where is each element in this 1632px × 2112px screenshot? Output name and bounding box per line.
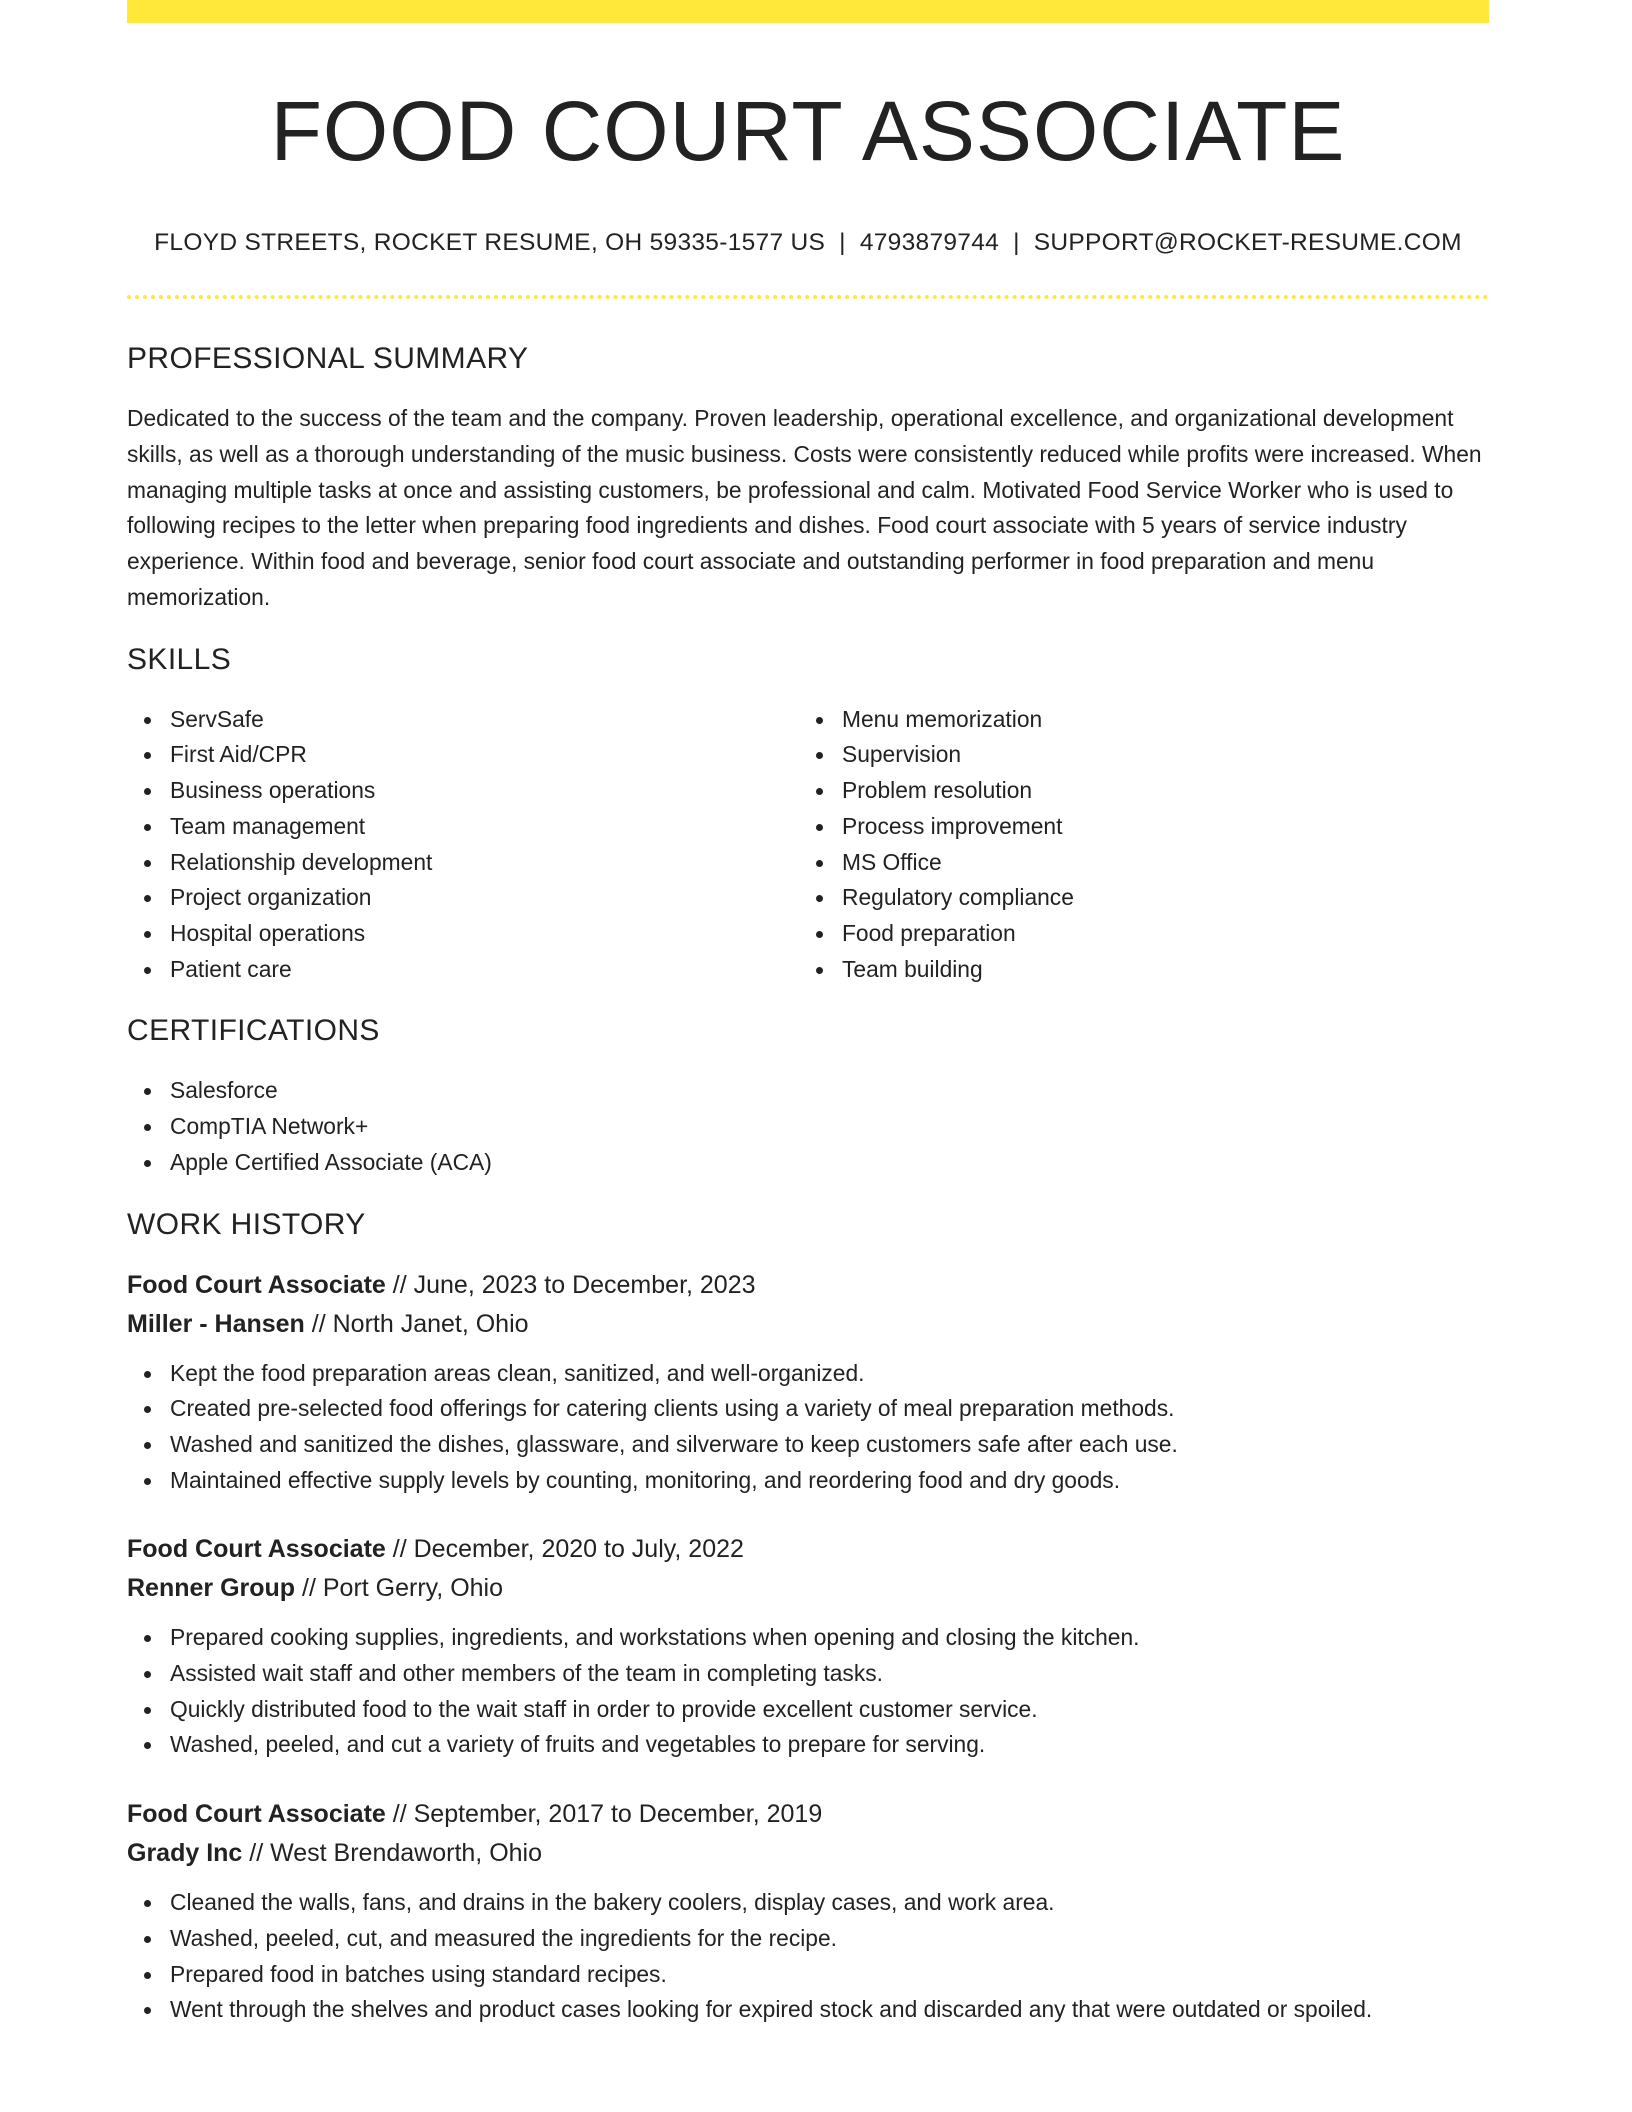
skills-column-right bbox=[799, 702, 1471, 988]
job-duties bbox=[127, 1620, 1489, 1763]
certification-item: CompTIA Network+ bbox=[127, 1109, 1489, 1145]
skill-item: Supervision bbox=[799, 737, 1471, 773]
job-duty-item: Assisted wait staff and other members of the team in completing tasks. bbox=[127, 1656, 1489, 1692]
skill-item: Food preparation bbox=[799, 916, 1471, 952]
contact-separator: | bbox=[839, 229, 846, 256]
certification-item: Apple Certified Associate (ACA) bbox=[127, 1145, 1489, 1181]
summary-heading: PROFESSIONAL SUMMARY bbox=[127, 342, 529, 375]
job-company-line bbox=[127, 1833, 1489, 1873]
job-entry bbox=[127, 1795, 1489, 2028]
job-dates: // September, 2017 to December, 2019 bbox=[385, 1800, 823, 1829]
job-title-line bbox=[127, 1530, 1489, 1568]
skill-item: Team building bbox=[799, 952, 1471, 988]
job-duty-item: Washed and sanitized the dishes, glassware, and silverware to keep customers safe after each use. bbox=[127, 1427, 1489, 1463]
skill-item: Relationship development bbox=[127, 845, 799, 881]
job-duties bbox=[127, 1885, 1489, 2028]
job-company: Renner Group bbox=[127, 1574, 296, 1603]
job-duty-item: Went through the shelves and product cases looking for expired stock and discarded any that were outdated or spoiled. bbox=[127, 1992, 1489, 2028]
job-duty-item: Kept the food preparation areas clean, sanitized, and well-organized. bbox=[127, 1356, 1489, 1392]
skill-item: Patient care bbox=[127, 952, 799, 988]
job-duty-item: Cleaned the walls, fans, and drains in the bakery coolers, display cases, and work area. bbox=[127, 1885, 1489, 1921]
contact-email: SUPPORT@ROCKET-RESUME.COM bbox=[1033, 229, 1462, 256]
job-dates: // December, 2020 to July, 2022 bbox=[385, 1535, 744, 1564]
job-duty-item: Prepared food in batches using standard recipes. bbox=[127, 1957, 1489, 1993]
skills-heading: SKILLS bbox=[127, 642, 232, 676]
skill-item: Problem resolution bbox=[799, 773, 1471, 809]
skills-list bbox=[127, 702, 1489, 988]
skill-item: Regulatory compliance bbox=[799, 880, 1471, 916]
job-role: Food Court Associate bbox=[127, 1270, 386, 1299]
job-location: // West Brendaworth, Ohio bbox=[242, 1839, 542, 1868]
resume-page bbox=[127, 0, 1489, 2028]
skill-item: Hospital operations bbox=[127, 916, 799, 952]
job-dates: // June, 2023 to December, 2023 bbox=[385, 1270, 756, 1299]
job-company-line bbox=[127, 1568, 1489, 1608]
contact-address: FLOYD STREETS, ROCKET RESUME, OH 59335-1577 US bbox=[154, 229, 826, 256]
job-role: Food Court Associate bbox=[127, 1800, 386, 1829]
skill-item: Menu memorization bbox=[799, 702, 1471, 738]
resume-title: FOOD COURT ASSOCIATE bbox=[270, 84, 1346, 178]
skill-item: ServSafe bbox=[127, 702, 799, 738]
summary-text: Dedicated to the success of the team and the company. Proven leadership, operational excellence, and organizational development skills, as well as a thorough understanding of the music business. Costs were consistently reduced while profits were increased. When managing multiple tasks at once and assisting customers, be professional and calm. Motivated Food Service Worker who is used to following recipes to the letter when preparing food ingredients and dishes. Food court associate with 5 years of service industry experience. Within food and beverage, senior food court associate and outstanding performer in food preparation and menu memorization. bbox=[127, 405, 1482, 610]
job-title-line bbox=[127, 1795, 1489, 1833]
certification-item: Salesforce bbox=[127, 1073, 1489, 1109]
job-entry bbox=[127, 1266, 1489, 1499]
contact-line bbox=[127, 227, 1489, 259]
certifications-heading: CERTIFICATIONS bbox=[127, 1014, 380, 1048]
job-duty-item: Maintained effective supply levels by counting, monitoring, and reordering food and dry goods. bbox=[127, 1463, 1489, 1499]
job-role: Food Court Associate bbox=[127, 1535, 386, 1564]
job-company-line bbox=[127, 1304, 1489, 1344]
job-duties bbox=[127, 1356, 1489, 1499]
skill-item: Team management bbox=[127, 809, 799, 845]
skill-item: First Aid/CPR bbox=[127, 737, 799, 773]
job-company: Miller - Hansen bbox=[127, 1309, 305, 1338]
skill-item: Project organization bbox=[127, 880, 799, 916]
skill-item: Business operations bbox=[127, 773, 799, 809]
certifications-list bbox=[127, 1073, 1489, 1180]
header-divider bbox=[127, 295, 1489, 299]
job-duty-item: Washed, peeled, and cut a variety of fruits and vegetables to prepare for serving. bbox=[127, 1727, 1489, 1763]
job-location: // Port Gerry, Ohio bbox=[295, 1574, 504, 1603]
accent-bar bbox=[127, 0, 1489, 23]
job-duty-item: Washed, peeled, cut, and measured the ingredients for the recipe. bbox=[127, 1921, 1489, 1957]
job-duty-item: Created pre-selected food offerings for catering clients using a variety of meal preparation methods. bbox=[127, 1391, 1489, 1427]
job-company: Grady Inc bbox=[127, 1839, 243, 1868]
job-duty-item: Prepared cooking supplies, ingredients, and workstations when opening and closing the kitchen. bbox=[127, 1620, 1489, 1656]
contact-phone: 4793879744 bbox=[859, 229, 1000, 256]
job-title-line bbox=[127, 1266, 1489, 1304]
contact-separator: | bbox=[1013, 229, 1020, 256]
work-history-heading: WORK HISTORY bbox=[127, 1207, 366, 1241]
skill-item: MS Office bbox=[799, 845, 1471, 881]
skill-item: Process improvement bbox=[799, 809, 1471, 845]
job-entry bbox=[127, 1530, 1489, 1763]
skills-column-left bbox=[127, 702, 799, 988]
job-location: // North Janet, Ohio bbox=[304, 1309, 529, 1338]
job-duty-item: Quickly distributed food to the wait staff in order to provide excellent customer service. bbox=[127, 1692, 1489, 1728]
